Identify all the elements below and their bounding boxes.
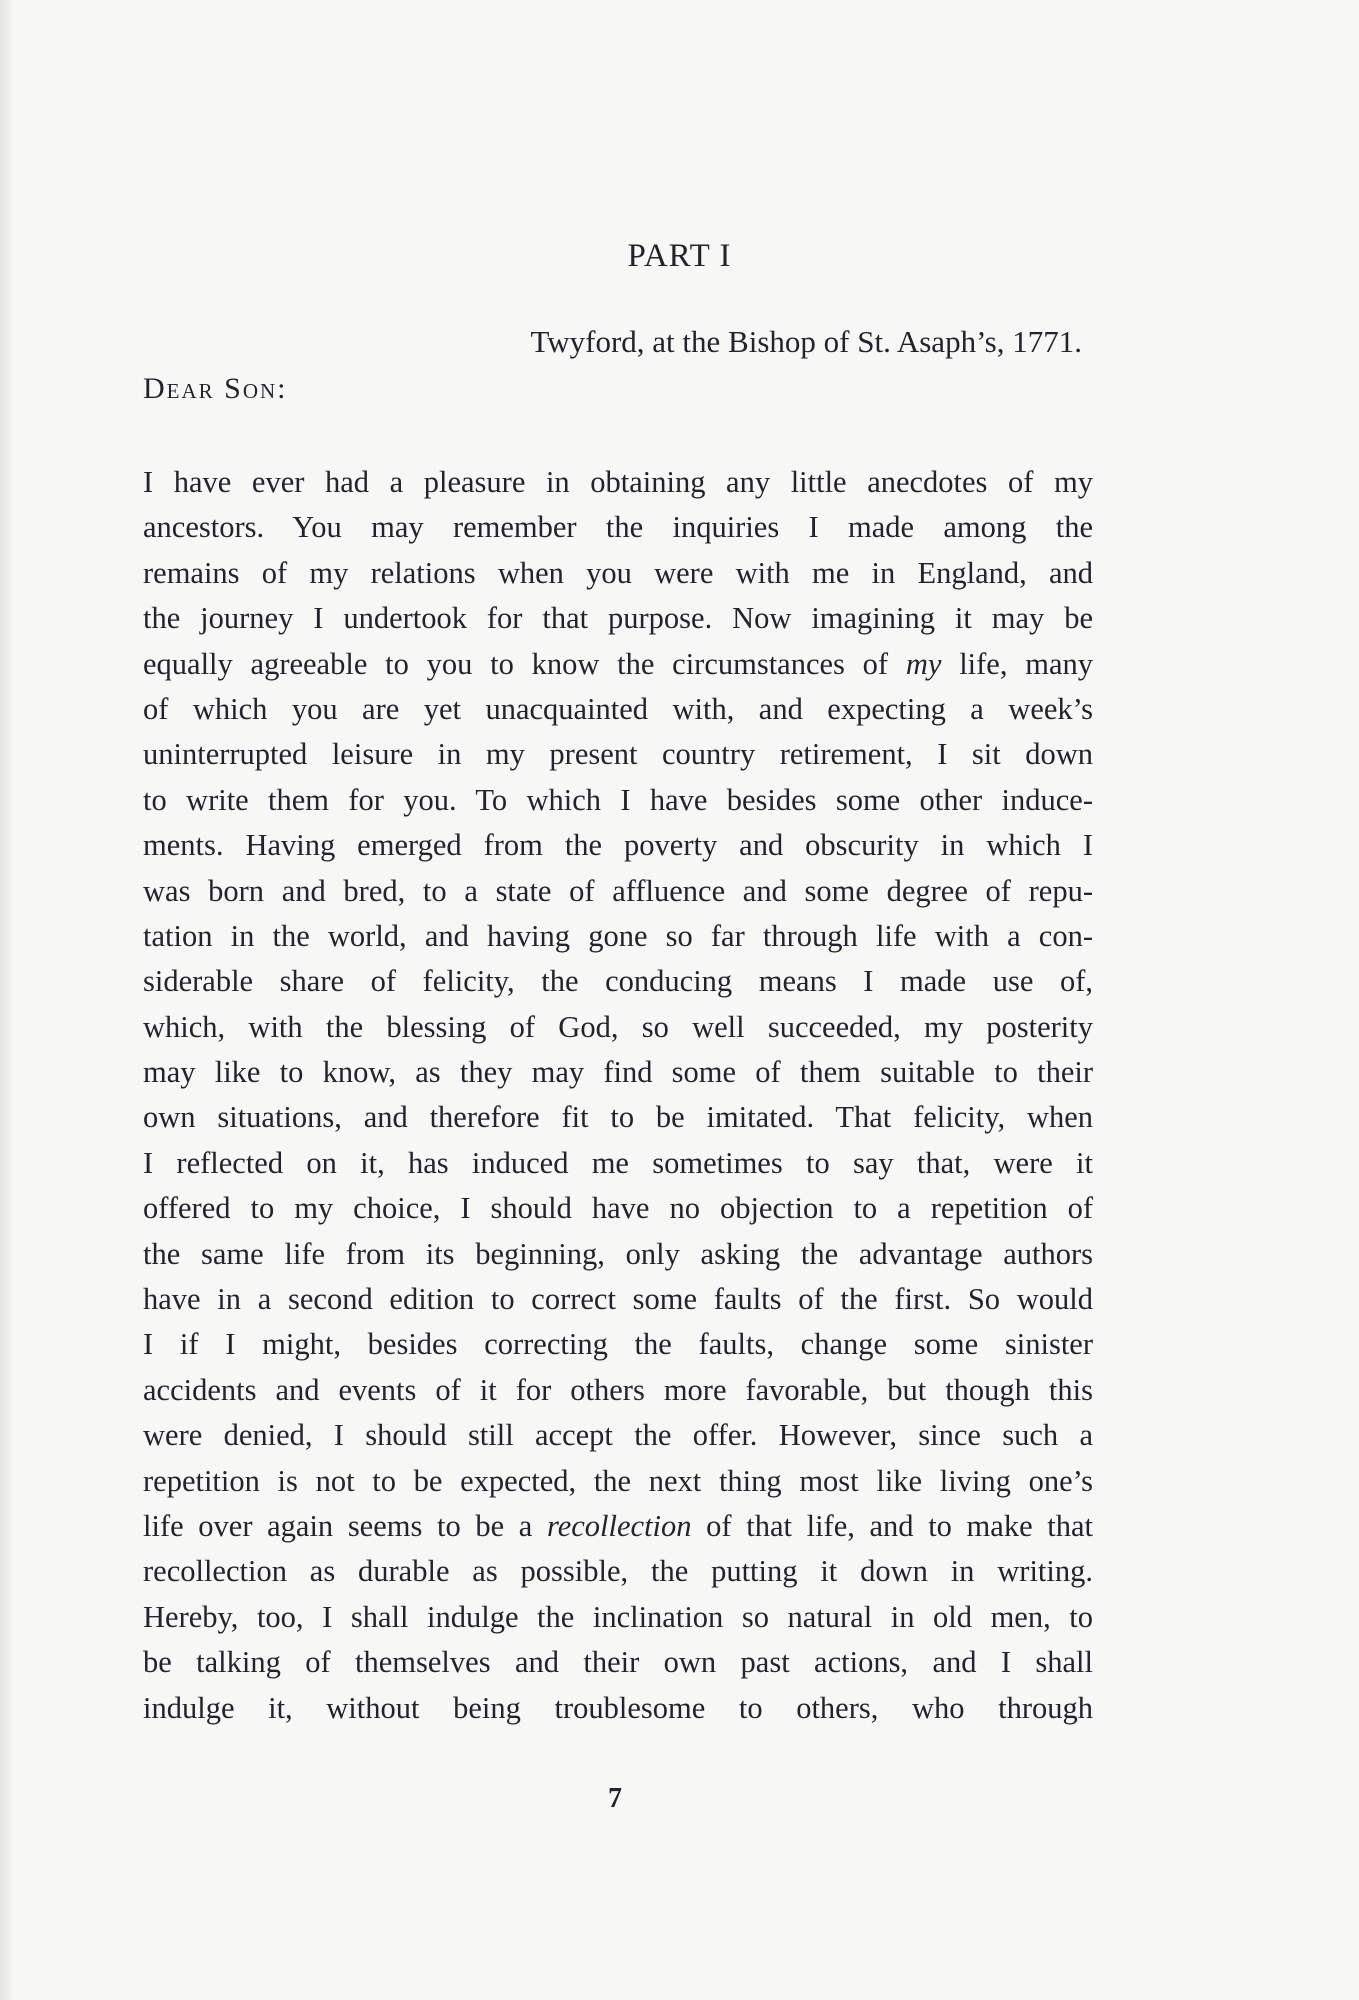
- letter-dateline: Twyford, at the Bishop of St. Asaph’s, 1771.: [530, 324, 1082, 359]
- text-line: [143, 1459, 1093, 1504]
- italic-emphasis: my: [905, 646, 942, 681]
- text-run: accidents and events of it for others more favorable, but though this: [143, 1372, 1093, 1407]
- text-line: [143, 914, 1093, 959]
- text-run: repetition is not to be expected, the next thing most like living one’s: [143, 1463, 1093, 1498]
- text-run: ancestors. You may remember the inquiries I made among the: [143, 510, 1093, 545]
- text-run: life, many: [941, 646, 1093, 681]
- text-line: [143, 1232, 1093, 1277]
- text-run: Hereby, too, I shall indulge the inclination so natural in old men, to: [143, 1599, 1093, 1634]
- italic-emphasis: recollection: [546, 1508, 692, 1543]
- text-run: of which you are yet unacquainted with, and expecting a week’s: [143, 691, 1093, 726]
- text-line: [143, 1095, 1093, 1140]
- text-run: the same life from its beginning, only asking the advantage authors: [143, 1236, 1093, 1271]
- text-run: recollection as durable as possible, the putting it down in writing.: [143, 1554, 1093, 1589]
- text-line: [143, 823, 1093, 868]
- text-run: siderable share of felicity, the conducing means I made use of,: [143, 964, 1093, 999]
- text-run: tation in the world, and having gone so far through life with a con-: [143, 918, 1093, 953]
- text-line: [143, 1413, 1093, 1458]
- text-run: of that life, and to make that: [691, 1508, 1093, 1543]
- body-paragraph: [143, 460, 1093, 1731]
- text-line: [143, 596, 1093, 641]
- text-run: I if I might, besides correcting the faults, change some sinister: [143, 1327, 1093, 1362]
- text-line: [143, 1005, 1093, 1050]
- text-line: [143, 551, 1093, 596]
- text-line: [143, 1277, 1093, 1322]
- text-run: uninterrupted leisure in my present country retirement, I sit down: [143, 737, 1093, 772]
- text-run: own situations, and therefore fit to be imitated. That felicity, when: [143, 1100, 1093, 1135]
- text-run: may like to know, as they may find some of them suitable to their: [143, 1055, 1093, 1090]
- text-line: [143, 505, 1093, 550]
- text-line: [143, 1322, 1093, 1367]
- text-run: offered to my choice, I should have no objection to a repetition of: [143, 1191, 1093, 1226]
- text-line: [143, 732, 1093, 777]
- text-run: equally agreeable to you to know the circumstances of: [143, 646, 906, 681]
- text-line: [143, 1186, 1093, 1231]
- text-run: I reflected on it, has induced me sometimes to say that, were it: [143, 1145, 1093, 1180]
- text-line: [143, 778, 1093, 823]
- text-run: remains of my relations when you were with me in England, and: [143, 555, 1093, 590]
- text-run: be talking of themselves and their own past actions, and I shall: [143, 1645, 1093, 1680]
- text-line: [143, 460, 1093, 505]
- text-line: [143, 687, 1093, 732]
- text-line: [143, 1504, 1093, 1549]
- text-line: [143, 1050, 1093, 1095]
- part-title: PART I: [627, 238, 732, 274]
- text-line: [143, 1595, 1093, 1640]
- text-line: [143, 1368, 1093, 1413]
- text-run: have in a second edition to correct some faults of the first. So would: [143, 1282, 1093, 1317]
- text-line: [143, 1141, 1093, 1186]
- text-run: ments. Having emerged from the poverty and obscurity in which I: [143, 828, 1093, 863]
- text-run: which, with the blessing of God, so well succeeded, my posterity: [143, 1009, 1093, 1044]
- letter-salutation: Dear Son:: [143, 372, 288, 405]
- text-line: [143, 1686, 1093, 1731]
- text-line: [143, 1640, 1093, 1685]
- text-line: [143, 869, 1093, 914]
- text-run: I have ever had a pleasure in obtaining any little anecdotes of my: [143, 465, 1093, 499]
- text-line: [143, 642, 1093, 687]
- page-number: 7: [608, 1783, 622, 1814]
- text-run: were denied, I should still accept the offer. However, since such a: [143, 1418, 1093, 1453]
- text-run: the journey I undertook for that purpose. Now imagining it may be: [143, 601, 1093, 636]
- text-run: to write them for you. To which I have besides some other induce-: [143, 782, 1093, 817]
- text-run: indulge it, without being troublesome to others, who through: [143, 1690, 1093, 1725]
- text-line: [143, 1549, 1093, 1594]
- text-line: [143, 959, 1093, 1004]
- text-run: was born and bred, to a state of affluence and some degree of repu-: [143, 873, 1093, 908]
- text-run: life over again seems to be a: [143, 1508, 547, 1543]
